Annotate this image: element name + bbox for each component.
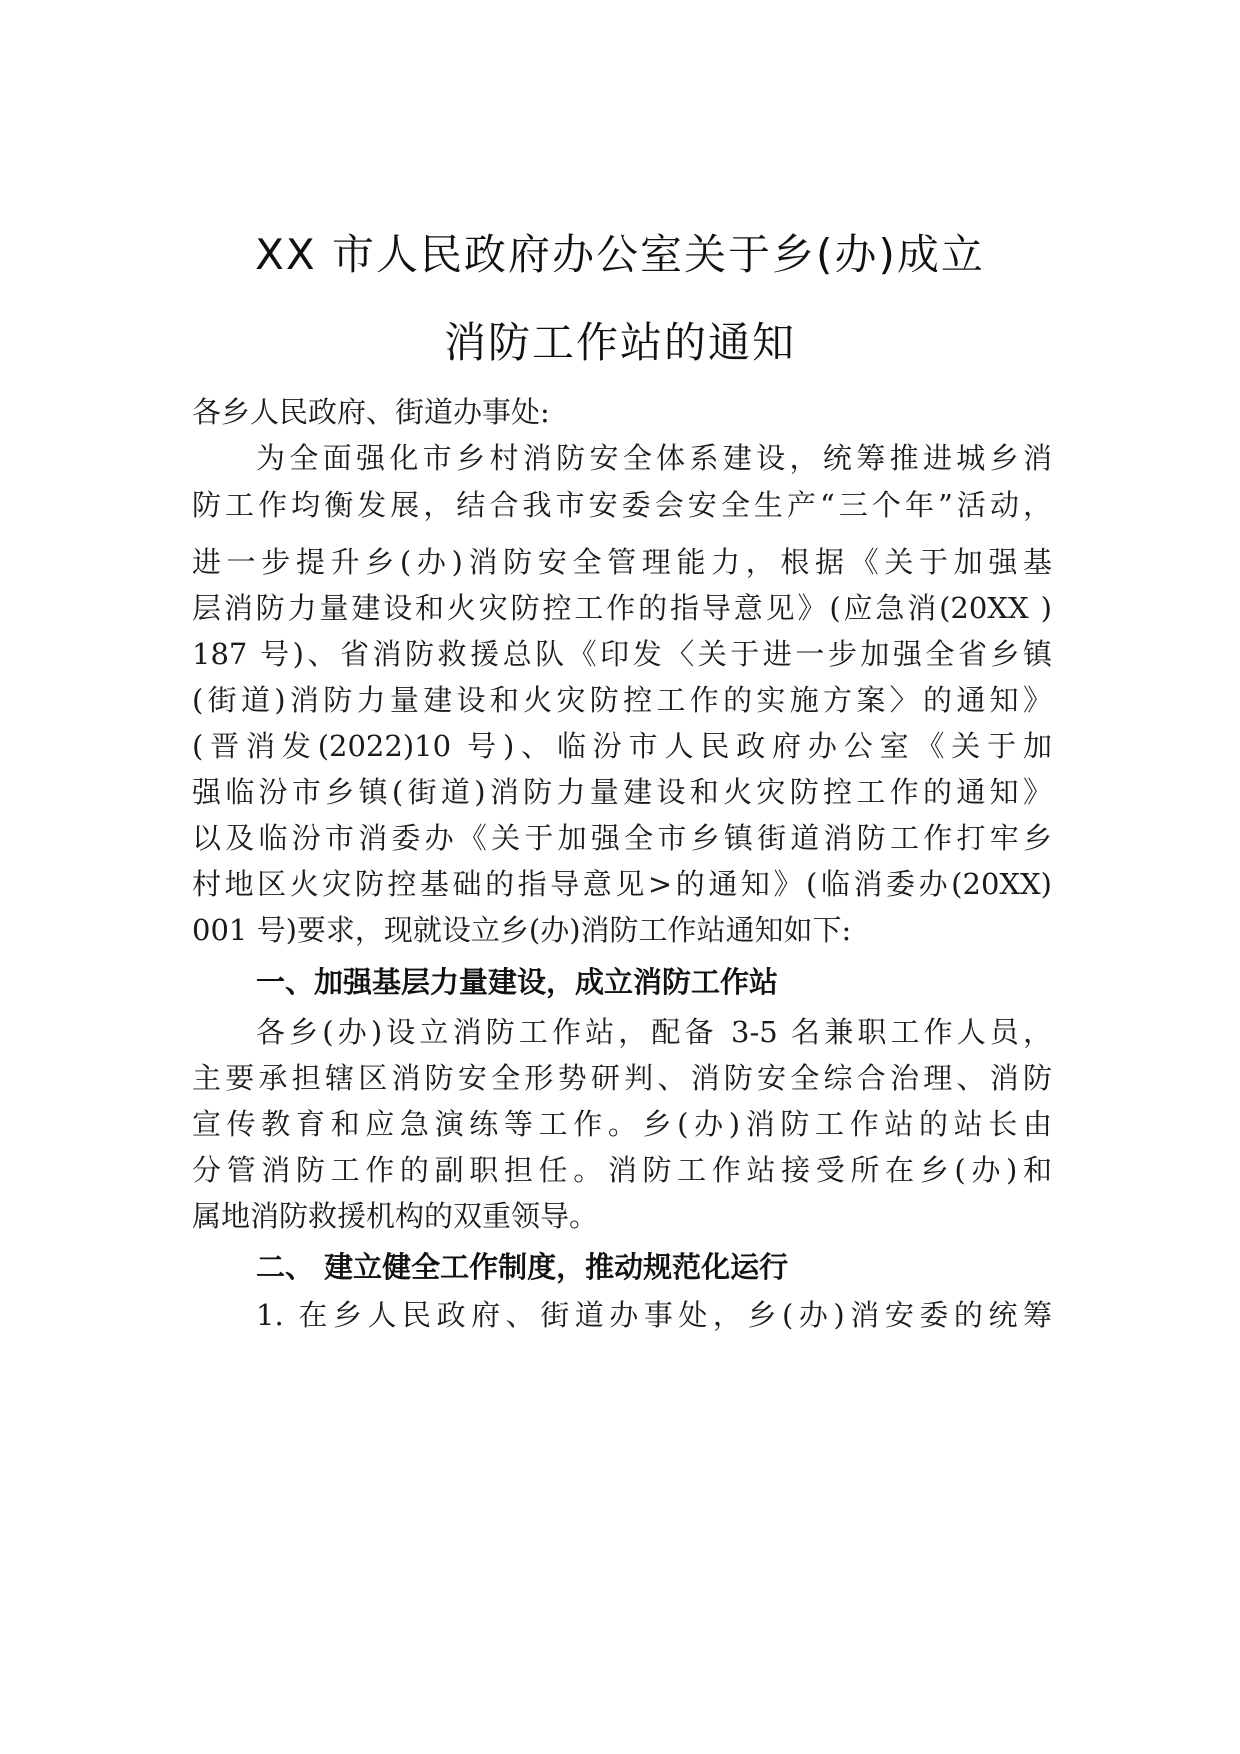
para2-line: 分管消防工作的副职担任。消防工作站接受所在乡(办)和 — [192, 1153, 1052, 1187]
para3-line: 1. 在乡人民政府、街道办事处，乡(办)消安委的统筹 — [256, 1298, 1052, 1332]
para2-line: 各乡(办)设立消防工作站，配备 3-5 名兼职工作人员， — [256, 1015, 1052, 1049]
para1-line: 为全面强化市乡村消防安全体系建设，统筹推进城乡消 — [256, 441, 1052, 475]
section-heading-2: 二、 建立健全工作制度，推动规范化运行 — [256, 1250, 789, 1284]
para1-line: 001 号)要求，现就设立乡(办)消防工作站通知如下: — [192, 913, 852, 947]
para1-line: (晋消发(2022)10 号)、临汾市人民政府办公室《关于加 — [192, 729, 1052, 763]
para1-line: 层消防力量建设和火灾防控工作的指导意见》(应急消(20XX ) — [192, 591, 1052, 625]
para1-line: 进一步提升乡(办)消防安全管理能力，根据《关于加强基 — [192, 545, 1052, 579]
para1-line: 强临汾市乡镇(街道)消防力量建设和火灾防控工作的通知》 — [192, 775, 1052, 809]
para2-line: 属地消防救援机构的双重领导。 — [192, 1199, 599, 1233]
salutation: 各乡人民政府、街道办事处: — [192, 395, 550, 429]
para1-line: 187 号)、省消防救援总队《印发〈关于进一步加强全省乡镇 — [192, 637, 1052, 671]
para1-line: 村地区火灾防控基础的指导意见>的通知》(临消委办(20XX) — [192, 867, 1052, 901]
document-title-line2: 消防工作站的通知 — [443, 318, 796, 367]
section-heading-1: 一、加强基层力量建设，成立消防工作站 — [256, 965, 779, 999]
para1-line: (街道)消防力量建设和火灾防控工作的实施方案〉的通知》 — [192, 683, 1052, 717]
para1-line: 防工作均衡发展，结合我市安委会安全生产“三个年”活动， — [192, 488, 1052, 522]
para2-line: 主要承担辖区消防安全形势研判、消防安全综合治理、消防 — [192, 1061, 1052, 1095]
para1-line: 以及临汾市消委办《关于加强全市乡镇街道消防工作打牢乡 — [192, 821, 1052, 855]
para2-line: 宣传教育和应急演练等工作。乡(办)消防工作站的站长由 — [192, 1107, 1052, 1141]
document-title-line1: XX 市人民政府办公室关于乡(办)成立 — [255, 230, 985, 279]
